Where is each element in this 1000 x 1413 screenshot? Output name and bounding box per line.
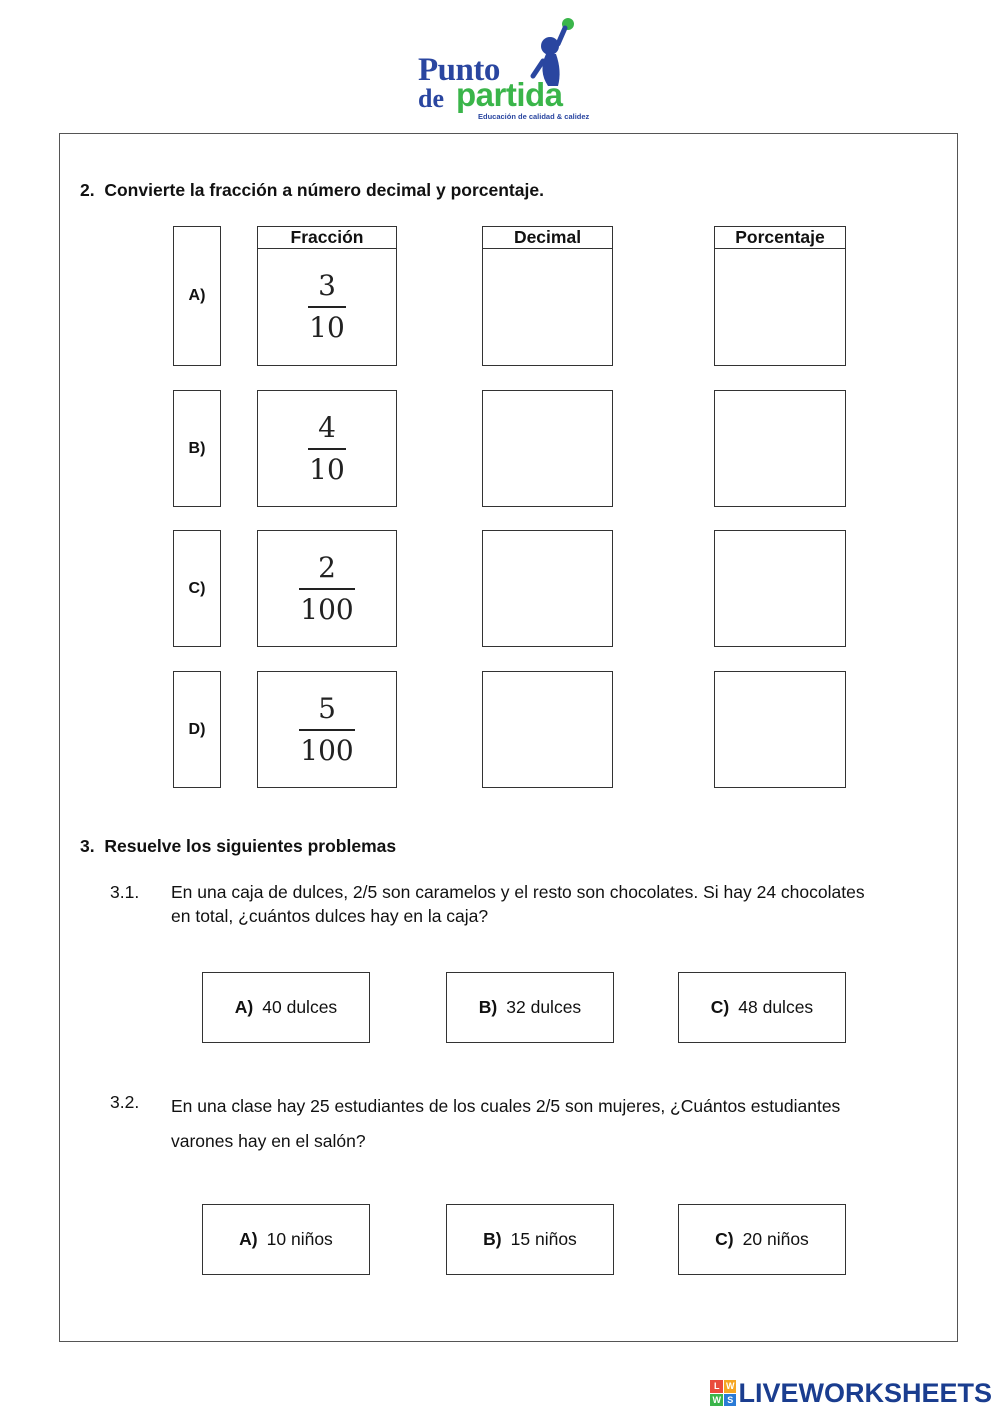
option-text: 40 dulces [262, 997, 338, 1017]
header-decimal: Decimal [482, 226, 613, 249]
icon-letter: W [725, 1381, 735, 1391]
decimal-answer-b[interactable] [482, 390, 613, 507]
option-3-1-b[interactable] [446, 972, 614, 1043]
fraction-a-numerator: 3 [318, 269, 336, 302]
row-label-a: A) [173, 226, 221, 366]
decimal-answer-c[interactable] [482, 530, 613, 647]
fraction-b [257, 390, 397, 507]
problem-3-2-line-2: varones hay en el salón? [171, 1131, 366, 1151]
percent-answer-a[interactable] [714, 248, 846, 366]
header-fraccion: Fracción [257, 226, 397, 249]
option-3-1-c[interactable] [678, 972, 846, 1043]
option-letter: C) [710, 997, 730, 1017]
fraction-c-numerator: 2 [318, 550, 336, 584]
fraction-a-denominator: 10 [309, 311, 345, 344]
fraction-d [257, 671, 397, 788]
section-3-heading [80, 836, 396, 857]
header-porcentaje: Porcentaje [714, 226, 846, 249]
option-3-2-a[interactable] [202, 1204, 370, 1275]
problem-3-1-line-1: En una caja de dulces, 2/5 son caramelos y el resto son chocolates. Si hay 24 chocolates [171, 882, 865, 902]
row-label-b: B) [173, 390, 221, 507]
decimal-answer-d[interactable] [482, 671, 613, 788]
option-letter: A) [239, 1229, 258, 1249]
fraction-c-denominator: 100 [300, 592, 354, 626]
decimal-answer-a[interactable] [482, 248, 613, 366]
percent-answer-b[interactable] [714, 390, 846, 507]
option-3-1-a[interactable] [202, 972, 370, 1043]
logo-word-de: de [418, 84, 444, 113]
fraction-b-denominator: 10 [309, 452, 345, 486]
icon-letter: S [724, 1394, 737, 1407]
section-3-number: 3. [80, 836, 95, 856]
option-letter: A) [234, 997, 254, 1017]
problem-3-1-line-2: en total, ¿cuántos dulces hay en la caja? [171, 906, 489, 926]
option-letter: B) [478, 997, 498, 1017]
logo-word-punto: Punto [418, 52, 500, 88]
option-3-2-b[interactable] [446, 1204, 614, 1275]
section-2-heading [80, 180, 544, 201]
liveworksheets-wordmark: LIVEWORKSHEETS [738, 1377, 992, 1408]
problem-3-2-line-1: En una clase hay 25 estudiantes de los cuales 2/5 son mujeres, ¿Cuántos estudiantes [171, 1096, 841, 1116]
problem-3-2-number: 3.2. [110, 1092, 140, 1112]
fraction-d-numerator: 5 [318, 691, 336, 725]
option-text: 48 dulces [738, 997, 814, 1017]
icon-letter: W [712, 1394, 721, 1405]
option-letter: C) [715, 1229, 734, 1249]
logo-tagline: Educación de calidad & calidez [478, 112, 590, 121]
option-3-2-c[interactable] [678, 1204, 846, 1275]
fraction-a [257, 248, 397, 366]
section-2-title: Convierte la fracción a número decimal y porcentaje. [104, 180, 544, 200]
logo-word-partida: partida [456, 76, 563, 113]
section-2-number: 2. [80, 180, 95, 200]
option-text: 10 niños [266, 1229, 333, 1249]
section-3-title: Resuelve los siguientes problemas [104, 836, 397, 856]
punto-de-partida-logo [418, 16, 618, 126]
option-text: 15 niños [510, 1229, 577, 1249]
row-label-d: D) [173, 671, 221, 788]
percent-answer-c[interactable] [714, 530, 846, 647]
fraction-b-numerator: 4 [318, 410, 336, 444]
problem-3-1-number: 3.1. [110, 882, 140, 902]
fraction-d-denominator: 100 [300, 733, 354, 767]
problem-3-1-text [171, 880, 961, 928]
liveworksheets-brand [710, 1376, 992, 1410]
fraction-c [257, 530, 397, 647]
icon-letter: L [710, 1380, 723, 1393]
liveworksheets-logo-icon [710, 1380, 736, 1406]
problem-3-2-text [171, 1089, 961, 1159]
row-label-c: C) [173, 530, 221, 647]
option-letter: B) [483, 1229, 502, 1249]
percent-answer-d[interactable] [714, 671, 846, 788]
option-text: 32 dulces [506, 997, 582, 1017]
option-text: 20 niños [742, 1229, 809, 1249]
